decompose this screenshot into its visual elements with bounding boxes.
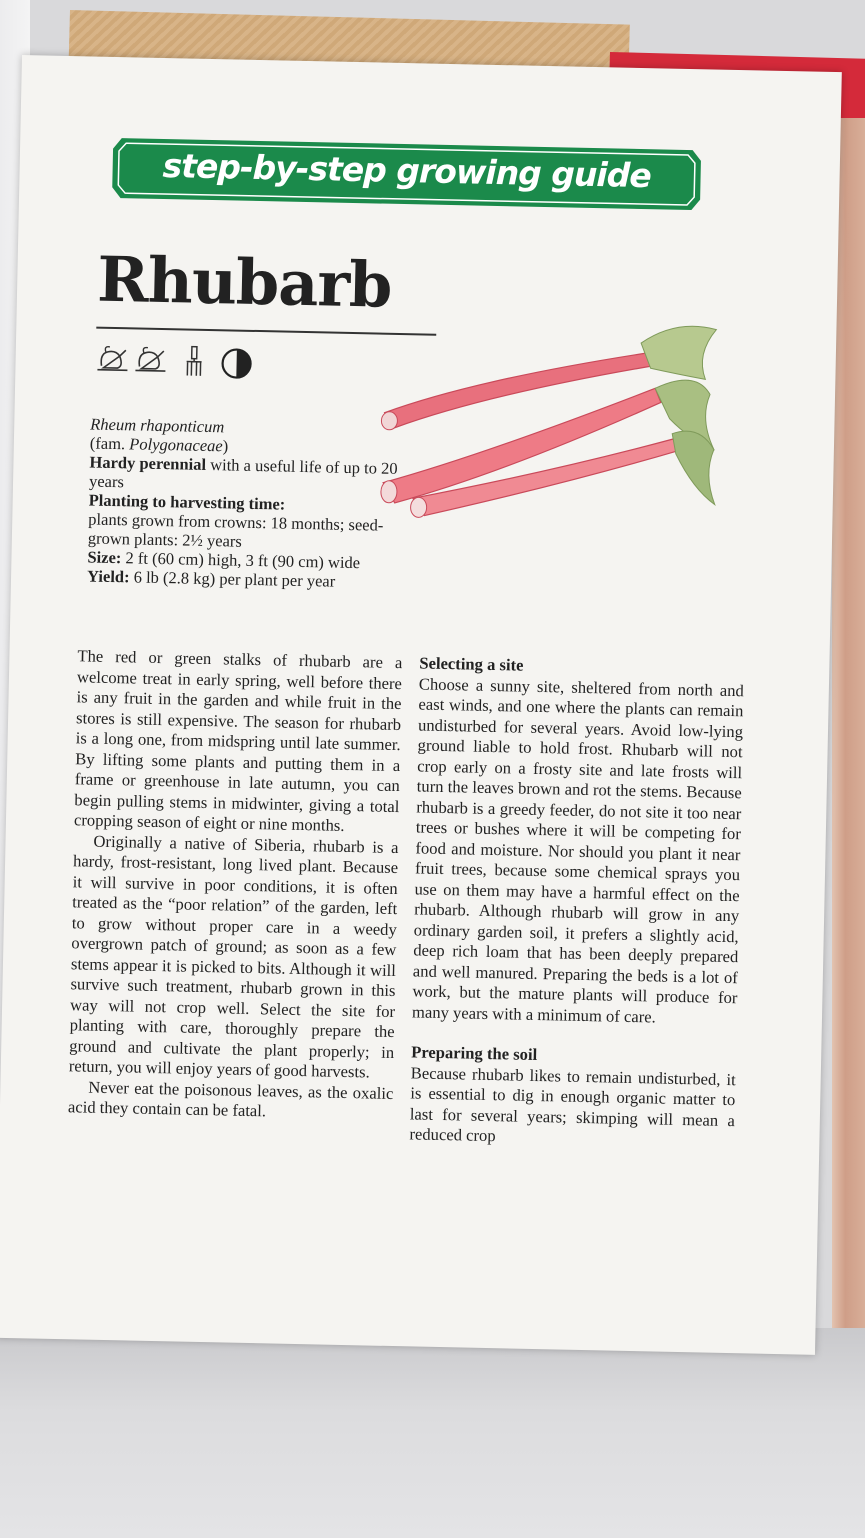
type-label: Hardy perennial <box>89 452 207 474</box>
page-title: Rhubarb <box>96 242 393 322</box>
size-text: 2 ft (60 cm) high, 3 ft (90 cm) wide <box>121 548 361 573</box>
family-prefix: (fam. <box>89 433 130 454</box>
half-shade-icon <box>219 346 254 381</box>
size-label: Size: <box>87 547 122 568</box>
guide-banner <box>111 137 702 211</box>
soil-paragraph: Because rhubarb likes to remain undisturbed, it is essential to dig in enough organic matter to last for several years; skimping will mean a reduced crop <box>409 1062 736 1146</box>
warning-paragraph: Never eat the poisonous leaves, as the oxalic acid they contain can be fatal. <box>67 1077 394 1121</box>
section-heading-site: Selecting a site <box>419 653 524 675</box>
watering-can-icon <box>133 344 168 375</box>
yield-text: 6 lb (2.8 kg) per plant per year <box>129 567 336 591</box>
garden-fork-icon <box>181 345 208 380</box>
type-text: with a useful life of up to 20 years <box>88 454 398 492</box>
intro-paragraph: The red or green stalks of rhubarb are a welcome treat in early spring, well before there is any fruit in the garden and while fruit in the stores is still expensive. The season for rhubarb is a long one, from midspring until late summer. By lifting some plants and putting them in a frame or greenhouse in late autumn, you can begin pulling stems in midwinter, giving a total cropping season of eight or nine months. <box>73 646 403 835</box>
section-heading-soil: Preparing the soil <box>411 1042 538 1065</box>
table-surface <box>0 1328 865 1538</box>
care-icons <box>95 344 96 378</box>
watering-can-icon <box>95 344 130 375</box>
origin-paragraph: Originally a native of Siberia, rhubarb is a hardy, frost-resistant, long lived plant. Because it will survive in poor conditions, it is often treated as the “poor relation” of the garden, left to grow without proper care in a weedy overgrown patch of ground; as soon as a few stems appear it is picked to bits. Although it will survive such treatment, rhubarb grown in this way will not crop well. Select the site for planting with care, thoroughly prepare the ground and cultivate the plant properly; in return, you will enjoy years of good harvests. <box>68 831 399 1082</box>
left-column <box>68 646 403 1124</box>
planting-label: Planting to harvesting time: <box>88 490 286 514</box>
right-column <box>409 653 744 1151</box>
site-paragraph: Choose a sunny site, sheltered from north and east winds, and one where the plants can remain undisturbed for several years. Avoid low-lying ground liable to hold frost. Rhubarb will not crop early on a frosty site and late frosts will turn the leaves brown and rot the stems. Because rhubarb is a greedy feeder, do not site it too near trees or bushes where it will be competing for food and moisture. Nor should you plant it near fruit trees, because some chemical sprays you use on them may have a harmful effect on the rhubarb. Although rhubarb will grow in any ordinary garden soil, it prefers a slightly acid, deep rich loam that has been deeply prepared and well manured. Preparing the beds is a lot of work, but the mature plants will produce for many years with a minimum of care. <box>411 673 745 1026</box>
planting-text: plants grown from crowns: 18 months; seed-grown plants: 2½ years <box>87 509 384 551</box>
botanical-name: Rheum rhaponticum <box>90 414 225 437</box>
family-suffix: ) <box>222 436 229 456</box>
yield-label: Yield: <box>86 566 130 587</box>
banner-text: step-by-step growing guide <box>162 145 652 196</box>
plant-facts <box>87 415 421 593</box>
book-page <box>0 55 842 1355</box>
family-name: Polygonaceae <box>129 434 223 456</box>
